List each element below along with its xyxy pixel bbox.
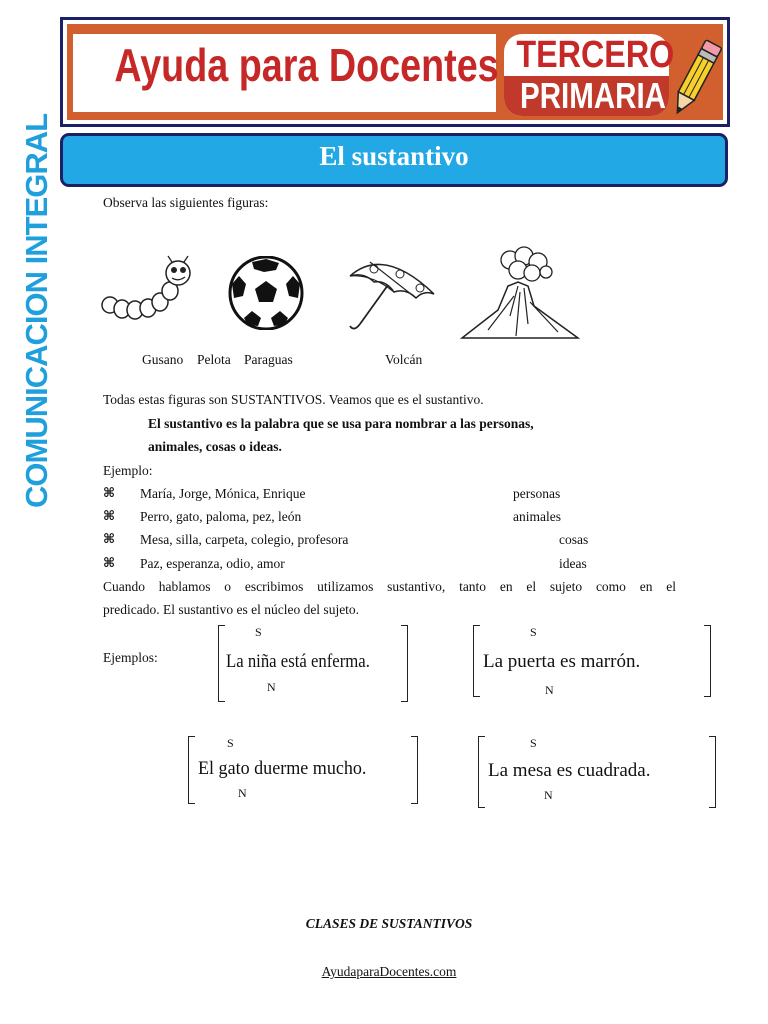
examples-label: Ejemplos: — [103, 650, 158, 665]
grade-line-1: TERCERO — [516, 34, 675, 76]
figure-label-gusano: Gusano — [142, 352, 184, 367]
example-label: Ejemplo: — [103, 463, 153, 478]
subject-tag: S — [227, 736, 234, 750]
example-box — [478, 736, 716, 808]
example-sentence: El gato duerme mucho. — [198, 758, 367, 779]
section-subtitle: CLASES DE SUSTANTIVOS — [305, 916, 473, 931]
right-bracket — [411, 736, 418, 804]
left-bracket — [188, 736, 195, 804]
subject-tag: S — [530, 625, 537, 639]
bullet-words: Mesa, silla, carpeta, colegio, profesora — [140, 532, 349, 547]
right-bracket — [709, 736, 716, 808]
figure-label-pelota: Pelota — [197, 352, 231, 367]
right-bracket — [704, 625, 711, 697]
bullet-category: ideas — [559, 556, 587, 571]
noun-tag: N — [545, 683, 554, 697]
grade-line-2: PRIMARIA — [504, 76, 669, 116]
subject-tag: S — [530, 736, 537, 750]
paragraph-subject-line-2: predicado. El sustantivo es el núcleo del sujeto. — [103, 602, 360, 617]
soccer-ball-icon — [226, 256, 306, 330]
page-title: El sustantivo — [319, 141, 469, 171]
paragraph-subject-line-1: Cuando hablamos o escribimos utilizamos sustantivo, tanto en el sujeto como en el — [103, 579, 676, 594]
left-bracket — [218, 625, 225, 702]
volcano-icon — [458, 246, 582, 344]
right-bracket — [401, 625, 408, 702]
bullet-category: animales — [513, 509, 561, 524]
noun-tag: N — [238, 786, 247, 800]
bullet-words: Perro, gato, paloma, pez, león — [140, 509, 302, 524]
noun-tag: N — [267, 680, 276, 694]
paragraph-intro: Todas estas figuras son SUSTANTIVOS. Veamos que es el sustantivo. — [103, 392, 484, 407]
umbrella-icon — [344, 252, 438, 334]
bullet-category: personas — [513, 486, 561, 501]
bullet-words: Paz, esperanza, odio, amor — [140, 556, 285, 571]
pencil-icon — [667, 26, 729, 122]
subject-tag: S — [255, 625, 262, 639]
bullet-icon: ⌘ — [103, 509, 116, 524]
noun-tag: N — [544, 788, 553, 802]
footer-link[interactable]: AyudaparaDocentes.com — [321, 964, 457, 979]
brand-title: Ayuda para Docentes — [114, 39, 499, 91]
example-sentence: La mesa es cuadrada. — [488, 760, 651, 781]
example-box — [188, 736, 418, 804]
intro-text: Observa las siguientes figuras: — [103, 195, 269, 210]
bullet-icon: ⌘ — [103, 556, 116, 571]
definition-line-1: El sustantivo es la palabra que se usa para nombrar a las personas, — [148, 416, 534, 431]
header-banner — [60, 17, 730, 127]
caterpillar-icon — [100, 255, 195, 325]
banner-background — [67, 24, 723, 120]
example-sentence: La niña está enferma. — [226, 651, 370, 672]
figure-label-volcan: Volcán — [385, 352, 423, 367]
figure-label-paraguas: Paraguas — [244, 352, 293, 367]
side-label: COMUNICACION INTEGRAL — [19, 113, 54, 508]
example-box — [473, 625, 711, 697]
bullet-icon: ⌘ — [103, 486, 116, 501]
definition-line-2: animales, cosas o ideas. — [148, 439, 282, 454]
bullet-icon: ⌘ — [103, 532, 116, 547]
bullet-category: cosas — [559, 532, 589, 547]
bullet-words: María, Jorge, Mónica, Enrique — [140, 486, 306, 501]
example-sentence: La puerta es marrón. — [483, 651, 641, 672]
left-bracket — [478, 736, 485, 808]
left-bracket — [473, 625, 480, 697]
example-box — [218, 625, 408, 702]
